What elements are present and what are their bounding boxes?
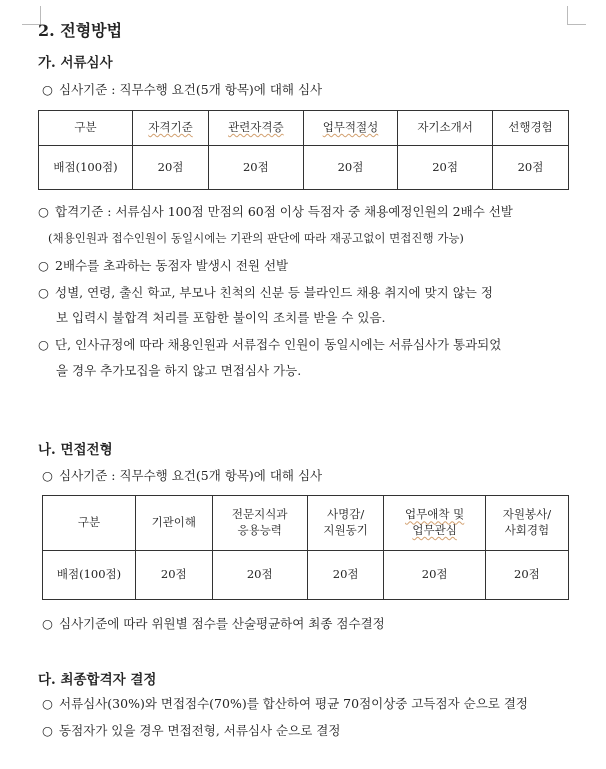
tie-rule-text: 2배수를 초과하는 동점자 발생시 전원 선발 bbox=[55, 258, 289, 273]
table-cell: 20점 bbox=[384, 551, 485, 600]
blind-rule-cont: 보 입력시 불합격 처리를 포함한 불이익 조치를 받을 수 있음. bbox=[56, 310, 386, 325]
hr-rule bbox=[38, 335, 501, 353]
table-header-cell: 전문지식과 응용능력 bbox=[212, 496, 307, 551]
criteria-text: 심사기준 : 직무수행 요건(5개 항목)에 대해 심사 bbox=[59, 82, 323, 97]
table-header-cell: 업무적절성 bbox=[303, 111, 398, 146]
table-header-cell: 사명감/ 지원동기 bbox=[307, 496, 384, 551]
table-header-cell: 자기소개서 bbox=[398, 111, 493, 146]
table-header-row bbox=[43, 496, 569, 551]
final-decision-rule bbox=[42, 694, 528, 712]
table-cell: 20점 bbox=[307, 551, 384, 600]
table-cell: 20점 bbox=[212, 551, 307, 600]
final-tie-text: 동점자가 있을 경우 면접전형, 서류심사 순으로 결정 bbox=[59, 723, 341, 738]
blind-rule bbox=[38, 283, 493, 301]
table-header-cell: 자격기준 bbox=[133, 111, 209, 146]
interview-criteria bbox=[42, 466, 322, 484]
table-cell: 20점 bbox=[136, 551, 213, 600]
table-cell: 20점 bbox=[133, 146, 209, 190]
table-header-cell: 자원봉사/ 사회경험 bbox=[485, 496, 568, 551]
final-decision-title: 다. 최종합격자 결정 bbox=[38, 672, 157, 688]
table-header-cell: 구분 bbox=[39, 111, 133, 146]
table-cell: 20점 bbox=[492, 146, 568, 190]
final-decision-text: 서류심사(30%)와 면접점수(70%)를 합산하여 평균 70점이상중 고득점자 순으로 결정 bbox=[59, 696, 528, 711]
pass-criteria-text: 합격기준 : 서류심사 100점 만점의 60점 이상 득점자 중 채용예정인원의 2배수 선발 bbox=[55, 204, 513, 219]
table-header-cell: 업무애착 및 업무관심 bbox=[384, 496, 485, 551]
final-tie-rule bbox=[42, 721, 340, 739]
hr-rule-cont: 을 경우 추가모집을 하지 않고 면접심사 가능. bbox=[56, 363, 302, 378]
criteria-text: 심사기준 : 직무수행 요건(5개 항목)에 대해 심사 bbox=[59, 468, 323, 483]
table-header-row bbox=[39, 111, 569, 146]
bullet-marker: ○ bbox=[38, 204, 49, 219]
interview-table bbox=[42, 495, 569, 600]
section-heading: 2. 전형방법 bbox=[38, 21, 123, 40]
bullet-marker: ○ bbox=[38, 258, 49, 273]
table-header-cell: 선행경험 bbox=[492, 111, 568, 146]
pass-criteria bbox=[38, 202, 513, 220]
bullet-marker: ○ bbox=[38, 337, 49, 352]
doc-screening-criteria bbox=[42, 80, 322, 98]
table-cell: 20점 bbox=[398, 146, 493, 190]
hr-rule-text: 단, 인사규정에 따라 채용인원과 서류접수 인원이 동일시에는 서류심사가 통과되었 bbox=[55, 337, 502, 352]
table-header-cell: 구분 bbox=[43, 496, 136, 551]
table-cell: 배점(100점) bbox=[39, 146, 133, 190]
interview-note-text: 심사기준에 따라 위원별 점수를 산술평균하여 최종 점수결정 bbox=[59, 616, 385, 631]
bullet-marker: ○ bbox=[42, 723, 53, 738]
bullet-marker: ○ bbox=[42, 82, 53, 97]
doc-screening-title: 가. 서류심사 bbox=[38, 55, 113, 71]
pass-criteria-note: (채용인원과 접수인원이 동일시에는 기관의 판단에 따라 재공고없이 면접진행 가능) bbox=[48, 231, 464, 245]
bullet-marker: ○ bbox=[42, 468, 53, 483]
table-header-cell: 기관이해 bbox=[136, 496, 213, 551]
table-row bbox=[39, 146, 569, 190]
table-cell: 배점(100점) bbox=[43, 551, 136, 600]
table-cell: 20점 bbox=[209, 146, 304, 190]
bullet-marker: ○ bbox=[42, 696, 53, 711]
table-cell: 20점 bbox=[485, 551, 568, 600]
bullet-marker: ○ bbox=[42, 616, 53, 631]
bullet-marker: ○ bbox=[38, 285, 49, 300]
table-cell: 20점 bbox=[303, 146, 398, 190]
interview-title: 나. 면접전형 bbox=[38, 442, 113, 458]
table-row bbox=[43, 551, 569, 600]
tie-rule bbox=[38, 256, 288, 274]
blind-rule-text: 성별, 연령, 출신 학교, 부모나 친척의 신분 등 블라인드 채용 취지에 맞지 않는 정 bbox=[55, 285, 493, 300]
page-corner-mark-right bbox=[567, 6, 586, 25]
interview-note bbox=[42, 614, 385, 632]
doc-screening-table bbox=[38, 110, 569, 190]
table-header-cell: 관련자격증 bbox=[209, 111, 304, 146]
